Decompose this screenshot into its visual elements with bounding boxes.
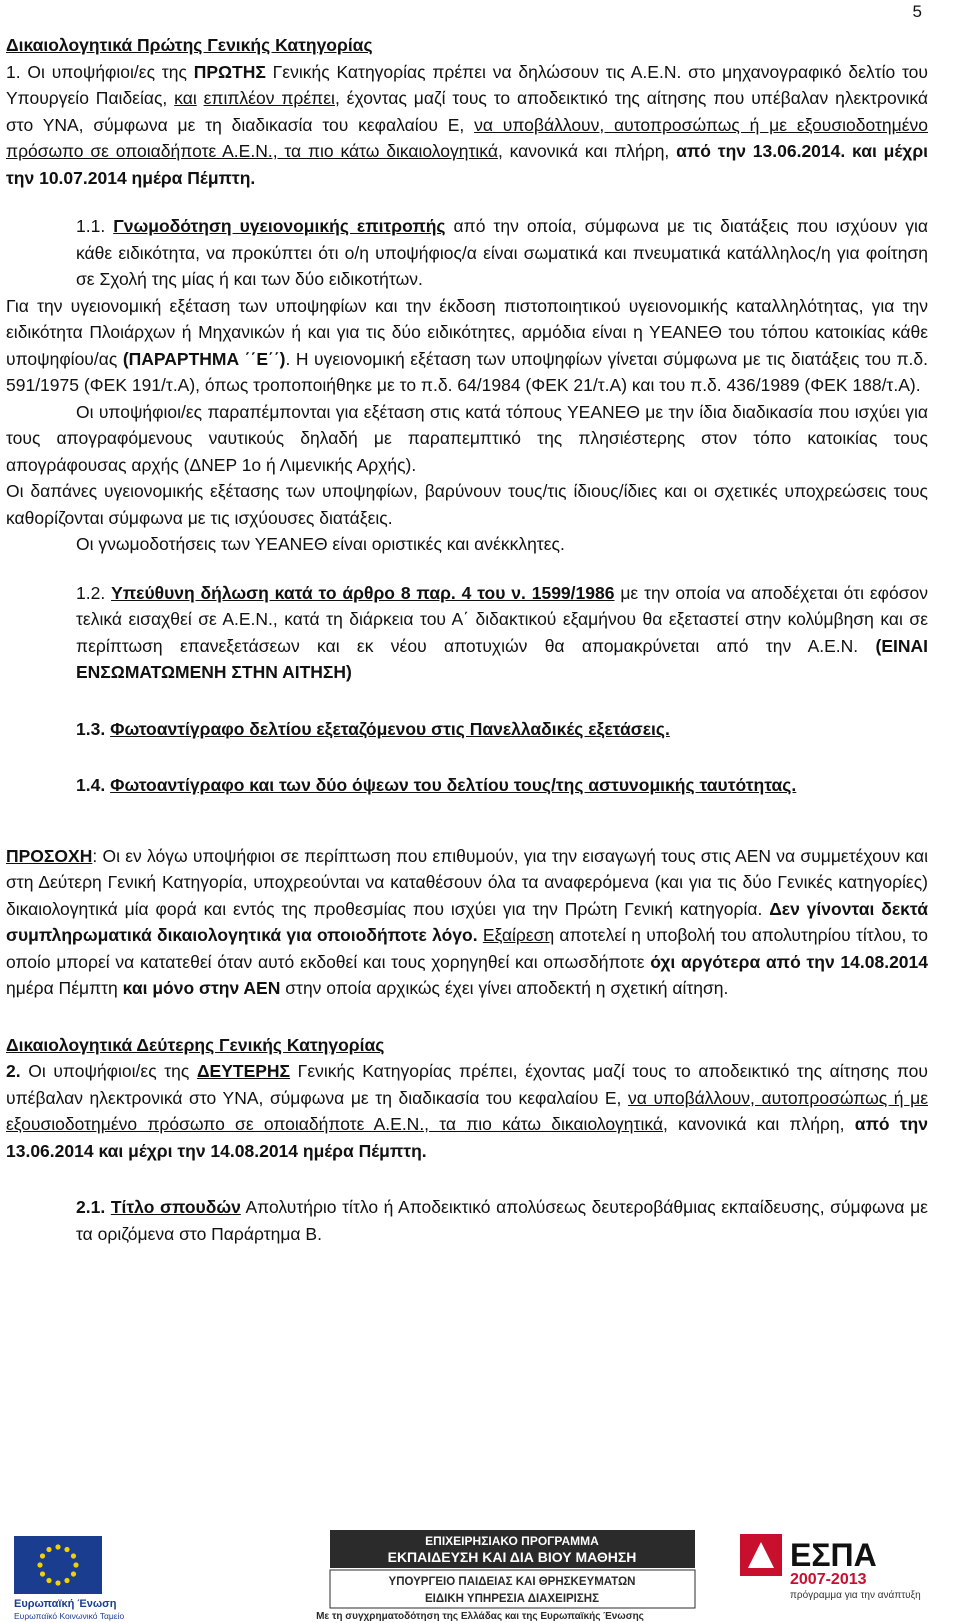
referral-paragraph: Οι υποψήφιοι/ες παραπέμπονται για εξέταση στις κατά τόπους ΥΕΑΝΕΘ με την ίδια διαδικασία που ισχύει για τους απογραφόμενους ναυτικούς δηλαδή με παραπεμπτικό της πλησιέστερης στον τόπο κατοικίας τους απογράφουσας αρχής (ΔΝΕΡ 1ο ή Λιμενικής Αρχής). [6,401,928,475]
item-2-1-title: Τίτλο σπουδών [110,1197,241,1217]
eu-fund: Ευρωπαϊκό Κοινωνικό Ταμείο [14,1611,125,1621]
program-line-1: ΕΠΙΧΕΙΡΗΣΙΑΚΟ ΠΡΟΓΡΑΜΜΑ [425,1534,599,1548]
item-1-3-title: Φωτοαντίγραφο δελτίου εξεταζόμενου στις Πανελλαδικές εξετάσεις. [110,718,670,739]
espa-motto: πρόγραμμα για την ανάπτυξη [790,1590,921,1601]
cat1-intro-number: 1. [6,61,21,82]
cat1-heading: Δικαιολογητικά Πρώτης Γενικής Κατηγορίας [6,35,373,55]
espa-title: ΕΣΠΑ [790,1537,877,1573]
managing-authority: ΕΙΔΙΚΗ ΥΠΗΡΕΣΙΑ ΔΙΑΧΕΙΡΙΣΗΣ [425,1593,599,1605]
page-number: 5 [912,2,922,21]
item-1-2-title: Υπεύθυνη δήλωση κατά το άρθρο 8 παρ. 4 του ν. 1599/1986 [111,582,615,603]
costs-paragraph: Οι δαπάνες υγειονομικής εξέτασης των υποψηφίων, βαρύνουν τους/τις ίδιους/ίδιες και οι σχετικές υποχρεώσεις τους καθορίζονται σύμφωνα με τις ισχύουσες διατάξεις. [6,481,928,528]
opinions-paragraph: Οι γνωμοδοτήσεις των ΥΕΑΝΕΘ είναι οριστικές και ανέκκλητες. [76,534,565,554]
item-1-1-title: Γνωμοδότηση υγειονομικής επιτροπής [113,216,446,236]
espa-logo [740,1534,921,1601]
cat1-deadline: από την 13.06.2014. και μέχρι την 10.07.2014 ημέρα Πέμπτη. [6,141,929,188]
cat1-intro: 1. Οι υποψήφιοι/ες της ΠΡΩΤΗΣ Γενικής Κατηγορίας πρέπει να δηλώσουν τις Α.Ε.Ν. στο μηχανογραφικό δελτίο του Υπουργείο Παιδείας, και επιπλέον πρέπει, έχοντας μαζί τους το αποδεικτικό της αίτησης που υπέβαλαν ηλεκτρονικά στο ΥΝΑ, σύμφωνα με τη διαδικασία του κεφαλαίου Ε, να υποβάλλουν, αυτοπροσώπως ή με εξουσιοδοτημένο πρόσωπο σε οποιαδήποτε Α.Ε.Ν., τα πιο κάτω δικαιολογητικά, κανονικά και πλήρη, από την 13.06.2014. και μέχρι την 10.07.2014 ημέρα Πέμπτη. [6,61,929,188]
item-1-1: 1.1. Γνωμοδότηση υγειονομικής επιτροπής από την οποία, σύμφωνα με τις διατάξεις που ισχύουν για κάθε ειδικότητα, να προκύπτει ότι ο/η υποψήφιος/α είναι σωματικά και πνευματικά κατάλληλος/η για φοίτηση σε Σχολή της μίας ή και των δύο ειδικοτήτων. [76,216,928,289]
item-2-1: 2.1. Τίτλο σπουδών Απολυτήριο τίτλο ή Αποδεικτικό απολύσεως δευτεροβάθμιας εκπαίδευσης, σύμφωνα με τα οριζόμενα στο Παράρτημα Β. [76,1197,928,1244]
footer-banner [0,1528,960,1623]
cat2-intro: 2. Οι υποψήφιοι/ες της ΔΕΥΤΕΡΗΣ Γενικής Κατηγορίας πρέπει, έχοντας μαζί τους το αποδεικτικό της αίτησης που υπέβαλαν ηλεκτρονικά στο ΥΝΑ, σύμφωνα με τη διαδικασία του κεφαλαίου Ε, να υποβάλλουν, αυτοπροσώπως ή με εξουσιοδοτημένο πρόσωπο σε οποιαδήποτε Α.Ε.Ν., τα πιο κάτω δικαιολογητικά, κανονικά και πλήρη, από την 13.06.2014 και μέχρι την 14.08.2014 ημέρα Πέμπτη. [6,1061,928,1161]
ministry-name: ΥΠΟΥΡΓΕΙΟ ΠΑΙΔΕΙΑΣ ΚΑΙ ΘΡΗΣΚΕΥΜΑΤΩΝ [388,1576,636,1588]
embedded-notice: (ΕΙΝΑΙ ΕΝΣΩΜΑΤΩΜΕΝΗ ΣΤΗΝ ΑΙΤΗΣΗ) [76,635,928,682]
attention-label: ΠΡΟΣΟΧΗ [6,845,93,866]
cofinance-note: Με τη συγχρηματοδότηση της Ελλάδας και της Ευρωπαϊκής Ένωσης [316,1611,644,1622]
cat2-deadline: από την 13.06.2014 και μέχρι την 14.08.2014 ημέρα Πέμπτη. [6,1114,928,1161]
espa-years: 2007-2013 [790,1571,867,1588]
cat2-heading: Δικαιολογητικά Δεύτερης Γενικής Κατηγορίας [6,1034,385,1055]
health-exam-paragraph: Για την υγειονομική εξέταση των υποψηφίων και την έκδοση πιστοποιητικού υγειονομικής καταλληλότητας, για την ειδικότητα Πλοιάρχων ή Μηχανικών ή και για τις δύο ειδικότητες, αρμόδια είναι η ΥΕΑΝΕΘ του τόπου κατοικίας κάθε υποψηφίου/ας (ΠΑΡΑΡΤΗΜΑ ΄΄Ε΄΄). Η υγειονομική εξέταση των υποψηφίων γίνεται σύμφωνα με τις διατάξεις του π.δ. 591/1975 (ΦΕΚ 191/τ.Α), όπως τροποποιήθηκε με το π.δ. 64/1984 (ΦΕΚ 21/τ.Α) και του π.δ. 436/1989 (ΦΕΚ 188/τ.Α). [6,295,928,395]
eu-name: Ευρωπαϊκή Ένωση [14,1598,117,1610]
item-1-2: 1.2. Υπεύθυνη δήλωση κατά το άρθρο 8 παρ. 4 του ν. 1599/1986 με την οποία να αποδέχεται ότι εφόσον τελικά εισαχθεί σε Α.Ε.Ν., κατά τη διάρκεια του Α΄ διδακτικού εξαμήνου θα εξεταστεί στην κολύμβηση και σε περίπτωση επανεξετάσεων και εκ νέου αποτυχιών θα απομακρύνεται από την Α.Ε.Ν. (ΕΙΝΑΙ ΕΝΣΩΜΑΤΩΜΕΝΗ ΣΤΗΝ ΑΙΤΗΣΗ) [76,582,928,682]
item-1-4-title: Φωτοαντίγραφο και των δύο όψεων του δελτίου τους/της αστυνομικής ταυτότητας. [110,775,797,795]
document-body [6,32,928,1247]
item-1-4: 1.4. Φωτοαντίγραφο και των δύο όψεων του δελτίου τους/της αστυνομικής ταυτότητας. [76,775,797,795]
item-1-3: 1.3. Φωτοαντίγραφο δελτίου εξεταζόμενου στις Πανελλαδικές εξετάσεις. [76,718,670,739]
program-line-2: ΕΚΠΑΙΔΕΥΣΗ ΚΑΙ ΔΙΑ ΒΙΟΥ ΜΑΘΗΣΗ [387,1549,637,1565]
attention-paragraph: ΠΡΟΣΟΧΗ: Οι εν λόγω υποψήφιοι σε περίπτωση που επιθυμούν, για την εισαγωγή τους στις ΑΕΝ να συμμετέχουν και στη Δεύτερη Γενική Κατηγορία, υποχρεούνται να καταθέσουν όλα τα αναφερόμενα (και για τις δύο Γενικές κατηγορίες) δικαιολογητικά μία φορά και εντός της προθεσμίας που ισχύει για την Πρώτη Γενική κατηγορία. Δεν γίνονται δεκτά συμπληρωματικά δικαιολογητικά για οποιοδήποτε λόγο. Εξαίρεση αποτελεί η υποβολή του απολυτηρίου τίτλου, το οποίο μπορεί να κατατεθεί όταν αυτό εκδοθεί και τους χορηγηθεί και οπωσδήποτε όχι αργότερα από την 14.08.2014 ημέρα Πέμπτη και μόνο στην ΑΕΝ στην οποία αρχικώς έχει γίνει αποδεκτή η σχετική αίτηση. [6,845,929,998]
annex-e-reference: (ΠΑΡΑΡΤΗΜΑ ΄΄Ε΄΄) [122,348,286,369]
